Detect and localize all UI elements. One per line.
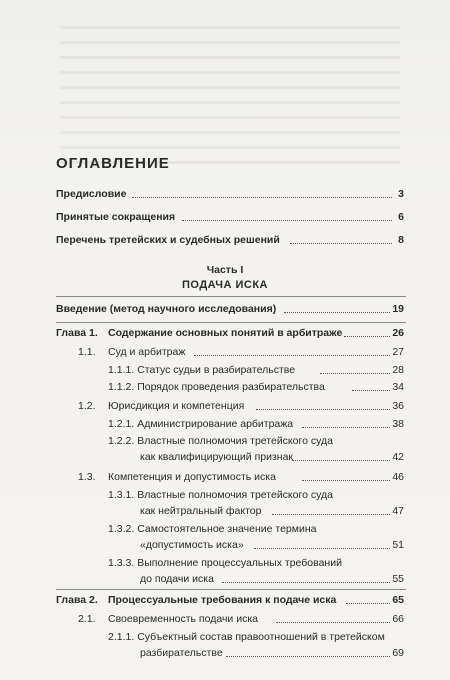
part-label: Часть I — [206, 264, 244, 276]
dot-leader — [256, 400, 390, 410]
entry-page: 69 — [392, 647, 404, 659]
dot-leader — [226, 647, 390, 657]
divider — [56, 322, 406, 323]
entry-page: 46 — [392, 471, 404, 483]
entry-page: 8 — [398, 234, 404, 246]
entry-text-cont: до подачи иска — [140, 573, 214, 585]
toc-heading: ОГЛАВЛЕНИЕ — [56, 155, 170, 172]
entry-number: Глава 2. — [56, 594, 98, 606]
entry-text: 1.1.2. Порядок проведения разбирательства — [108, 381, 325, 393]
divider — [56, 589, 406, 590]
dot-leader — [346, 594, 390, 604]
entry-text-cont: разбирательстве — [140, 647, 223, 659]
dot-leader — [132, 188, 392, 198]
dot-leader — [344, 327, 390, 337]
entry-page: 38 — [392, 418, 404, 430]
entry-page: 19 — [392, 303, 404, 315]
entry-text: Содержание основных понятий в арбитраже — [108, 327, 343, 339]
entry-page: 26 — [392, 327, 404, 339]
entry-text: 2.1.1. Субъектный состав правоотношений в третейском — [108, 631, 385, 643]
entry-text: 1.1.1. Статус судьи в разбирательстве — [108, 364, 296, 376]
entry-text: 1.3.2. Самостоятельное значение термина — [108, 523, 317, 535]
entry-text: Введение (метод научного исследования) — [56, 303, 277, 315]
entry-page: 55 — [392, 573, 404, 585]
dot-leader — [276, 613, 390, 623]
dot-leader — [284, 303, 390, 313]
dot-leader — [292, 451, 390, 461]
dot-leader — [302, 471, 390, 481]
dot-leader — [194, 346, 390, 356]
entry-text-cont: как квалифицирующий признак — [140, 451, 294, 463]
dot-leader — [272, 505, 390, 515]
entry-page: 42 — [392, 451, 404, 463]
entry-text: Перечень третейских и судебных решений — [56, 234, 280, 246]
entry-page: 28 — [392, 364, 404, 376]
entry-page: 27 — [392, 346, 404, 358]
entry-text: Компетенция и допустимость иска — [108, 471, 276, 483]
entry-page: 34 — [392, 381, 404, 393]
dot-leader — [254, 539, 390, 549]
entry-text: 1.2.2. Властные полномочия третейского суда — [108, 435, 333, 447]
entry-text: Суд и арбитраж — [108, 346, 186, 358]
entry-page: 6 — [398, 211, 404, 223]
entry-text-cont: «допустимость иска» — [140, 539, 244, 551]
dot-leader — [222, 573, 390, 583]
entry-page: 65 — [392, 594, 404, 606]
dot-leader — [182, 211, 392, 221]
entry-number: 2.1. — [78, 613, 96, 625]
entry-page: 51 — [392, 539, 404, 551]
entry-number: 1.1. — [78, 346, 96, 358]
entry-number: 1.2. — [78, 400, 96, 412]
dot-leader — [320, 364, 390, 374]
entry-text: 1.2.1. Администрирование арбитража — [108, 418, 294, 430]
entry-text: 1.3.1. Властные полномочия третейского суда — [108, 489, 333, 501]
dot-leader — [290, 234, 392, 244]
dot-leader — [302, 418, 390, 428]
entry-text-cont: как нейтральный фактор — [140, 505, 262, 517]
entry-number: Глава 1. — [56, 327, 98, 339]
entry-text: Предисловие — [56, 188, 127, 200]
part-title: ПОДАЧА ИСКА — [182, 279, 268, 291]
entry-page: 3 — [398, 188, 404, 200]
entry-text: Своевременность подачи иска — [108, 613, 258, 625]
entry-page: 36 — [392, 400, 404, 412]
entry-text: Юрисдикция и компетенция — [108, 400, 245, 412]
entry-number: 1.3. — [78, 471, 96, 483]
entry-text: Принятые сокращения — [56, 211, 176, 223]
entry-page: 66 — [392, 613, 404, 625]
bleed-through-text — [60, 26, 400, 176]
entry-text: 1.3.3. Выполнение процессуальных требований — [108, 557, 342, 569]
entry-page: 47 — [392, 505, 404, 517]
entry-text: Процессуальные требования к подаче иска — [108, 594, 337, 606]
dot-leader — [352, 381, 390, 391]
divider — [56, 296, 406, 297]
